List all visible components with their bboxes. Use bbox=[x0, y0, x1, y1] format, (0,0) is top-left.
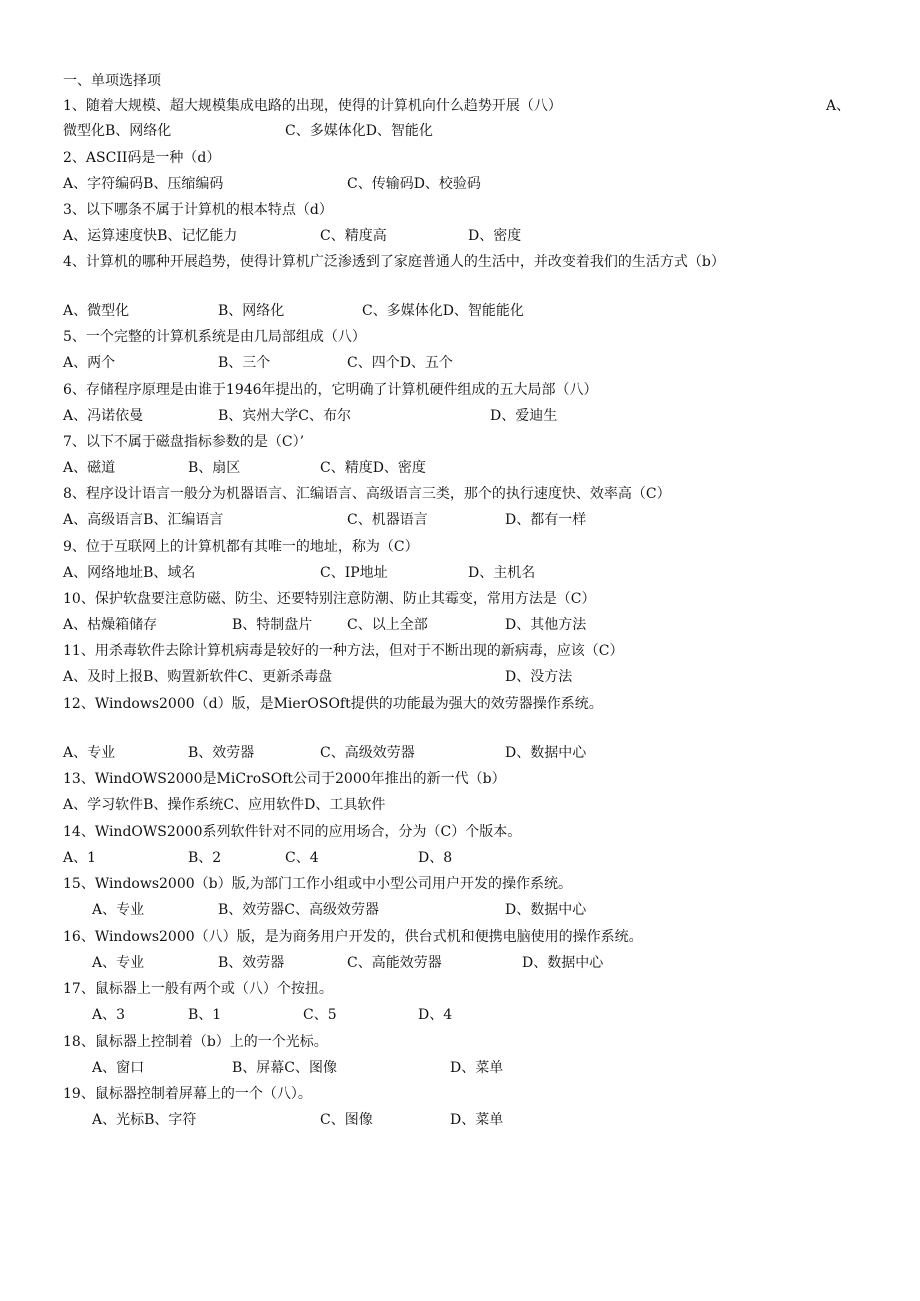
question-13: 13、WindOWS2000是MiCroSOft公司于2000年推出的新一代（b） bbox=[63, 771, 506, 787]
question-16-option: C、高能效劳器 bbox=[347, 955, 442, 971]
question-7: 7、以下不属于磁盘指标参数的是（C）’ bbox=[63, 434, 305, 450]
question-17-option: D、4 bbox=[418, 1007, 453, 1023]
question-6: 6、存储程序原理是由谁于1946年提出的，它明确了计算机硬件组成的五大局部（八） bbox=[63, 382, 598, 398]
question-8: 8、程序设计语言一般分为机器语言、汇编语言、高级语言三类，那个的执行速度快、效率高（C） bbox=[63, 486, 671, 502]
question-14-option: A、1 bbox=[63, 850, 97, 866]
question-15: 15、Windows2000（b）版,为部门工作小组或中小型公司用户开发的操作系统。 bbox=[63, 876, 573, 892]
question-15-option: B、效劳器C、高级效劳器 bbox=[218, 902, 379, 918]
question-5-option: B、三个 bbox=[218, 355, 271, 371]
question-2: 2、ASCII码是一种（d） bbox=[63, 150, 221, 166]
question-18-option: D、菜单 bbox=[450, 1060, 504, 1076]
question-19-option: A、光标B、字符 bbox=[92, 1112, 197, 1128]
question-7-option: C、精度D、密度 bbox=[320, 460, 426, 476]
section-title: 一、单项选择项 bbox=[63, 73, 161, 89]
question-12-option: D、数据中心 bbox=[505, 745, 587, 761]
question-10-option: D、其他方法 bbox=[505, 617, 587, 633]
question-15-option: D、数据中心 bbox=[505, 902, 587, 918]
question-16-option: B、效劳器 bbox=[218, 955, 285, 971]
question-12-option: B、效劳器 bbox=[188, 745, 255, 761]
question-1: 1、随着大规模、超大规模集成电路的出现，使得的计算机向什么趋势开展（八） bbox=[63, 98, 562, 114]
question-11-option: A、及时上报B、购置新软件C、更新杀毒盘 bbox=[63, 669, 333, 685]
question-7-option: A、磁道 bbox=[63, 460, 116, 476]
question-1-option: 微型化B、网络化 bbox=[63, 123, 172, 139]
question-10-option: A、枯燥箱储存 bbox=[63, 617, 158, 633]
question-7-option: B、扇区 bbox=[188, 460, 241, 476]
question-17-option: A、3 bbox=[92, 1007, 126, 1023]
question-19-option: D、菜单 bbox=[450, 1112, 504, 1128]
question-12: 12、Windows2000（d）版，是MierOSOft提供的功能最为强大的效劳器操作系统。 bbox=[63, 696, 603, 712]
question-14: 14、WindOWS2000系列软件针对不同的应用场合，分为（C）个版本。 bbox=[63, 824, 522, 840]
question-19-option: C、图像 bbox=[320, 1112, 373, 1128]
question-15-option: A、专业 bbox=[92, 902, 145, 918]
question-10-option: C、以上全部 bbox=[347, 617, 428, 633]
question-3-option: A、运算速度快B、记忆能力 bbox=[63, 228, 238, 244]
question-14-option: D、8 bbox=[418, 850, 453, 866]
question-10: 10、保护软盘要注意防磁、防尘、还要特别注意防潮、防止其霉变，常用方法是（C） bbox=[63, 591, 596, 607]
question-19: 19、鼠标器控制着屏幕上的一个（八）。 bbox=[63, 1086, 312, 1102]
question-2-option: C、传输码D、校验码 bbox=[347, 176, 481, 192]
question-3-option: D、密度 bbox=[468, 228, 522, 244]
question-3-option: C、精度高 bbox=[320, 228, 387, 244]
question-17: 17、鼠标器上一般有两个或（八）个按扭。 bbox=[63, 981, 333, 997]
question-17-option: B、1 bbox=[188, 1007, 222, 1023]
question-6-option: B、宾州大学C、布尔 bbox=[218, 408, 351, 424]
question-9: 9、位于互联网上的计算机都有其唯一的地址，称为（C） bbox=[63, 539, 419, 555]
question-5: 5、一个完整的计算机系统是由几局部组成（八） bbox=[63, 329, 366, 345]
question-16: 16、Windows2000（八）版，是为商务用户开发的，供台式机和便携电脑使用的操作系统。 bbox=[63, 929, 643, 945]
question-5-option: A、两个 bbox=[63, 355, 116, 371]
question-14-option: B、2 bbox=[188, 850, 222, 866]
question-10-option: B、特制盘片 bbox=[232, 617, 313, 633]
question-9-option: D、主机名 bbox=[468, 565, 536, 581]
question-4: 4、计算机的哪种开展趋势，使得计算机广泛渗透到了家庭普通人的生活中，并改变着我们的生活方式（b） bbox=[63, 254, 725, 270]
question-12-option: A、专业 bbox=[63, 745, 116, 761]
question-17-option: C、5 bbox=[303, 1007, 337, 1023]
question-5-option: C、四个D、五个 bbox=[347, 355, 453, 371]
question-4-option: B、网络化 bbox=[218, 303, 285, 319]
question-4-option: C、多媒体化D、智能能化 bbox=[362, 303, 524, 319]
question-2-option: A、字符编码B、压缩编码 bbox=[63, 176, 224, 192]
question-13-option: A、学习软件B、操作系统C、应用软件D、工具软件 bbox=[63, 797, 386, 813]
question-18-option: B、屏幕C、图像 bbox=[232, 1060, 337, 1076]
question-8-option: A、高级语言B、汇编语言 bbox=[63, 512, 224, 528]
question-8-option: C、机器语言 bbox=[347, 512, 428, 528]
question-18: 18、鼠标器上控制着（b）上的一个光标。 bbox=[63, 1034, 328, 1050]
question-6-option: D、爱迪生 bbox=[490, 408, 558, 424]
question-4-option: A、微型化 bbox=[63, 303, 130, 319]
question-1-option-a-tail: A、 bbox=[826, 98, 851, 114]
question-11: 11、用杀毒软件去除计算机病毒是较好的一种方法，但对于不断出现的新病毒，应该（C） bbox=[63, 643, 624, 659]
question-18-option: A、窗口 bbox=[92, 1060, 145, 1076]
question-9-option: A、网络地址B、域名 bbox=[63, 565, 196, 581]
question-14-option: C、4 bbox=[285, 850, 319, 866]
question-3: 3、以下哪条不属于计算机的根本特点（d） bbox=[63, 202, 333, 218]
question-1-option: C、多媒体化D、智能化 bbox=[285, 123, 433, 139]
question-11-option: D、没方法 bbox=[505, 669, 573, 685]
question-9-option: C、IP地址 bbox=[320, 565, 388, 581]
question-6-option: A、冯诺依曼 bbox=[63, 408, 144, 424]
question-12-option: C、高级效劳器 bbox=[320, 745, 415, 761]
question-16-option: D、数据中心 bbox=[522, 955, 604, 971]
question-16-option: A、专业 bbox=[92, 955, 145, 971]
question-8-option: D、都有一样 bbox=[505, 512, 587, 528]
